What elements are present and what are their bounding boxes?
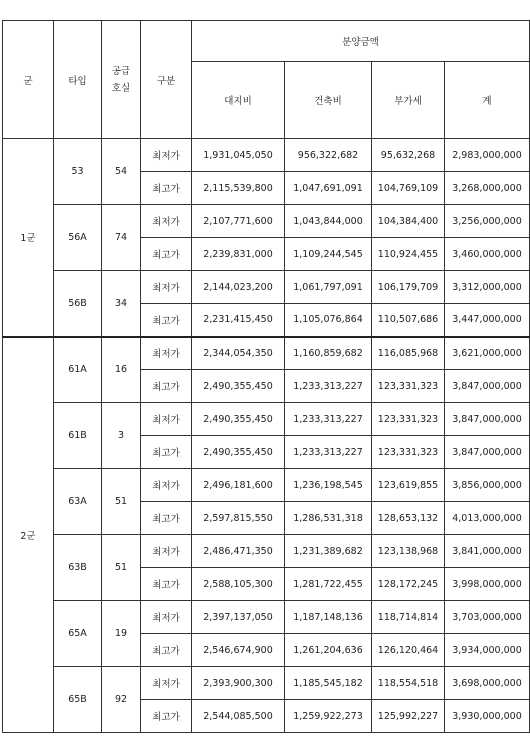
land-cell: 2,588,105,300 (192, 568, 285, 601)
division-cell: 최고가 (141, 436, 192, 469)
vat-cell: 106,179,709 (372, 271, 445, 304)
vat-cell: 118,554,518 (372, 667, 445, 700)
building-cell: 1,281,722,455 (285, 568, 372, 601)
table-row (3, 337, 530, 370)
total-cell: 3,621,000,000 (445, 337, 530, 370)
total-cell: 3,447,000,000 (445, 304, 530, 337)
total-cell: 3,847,000,000 (445, 370, 530, 403)
header-type: 타입 (54, 21, 102, 139)
header-price: 분양금액 (192, 21, 530, 62)
total-cell: 3,256,000,000 (445, 205, 530, 238)
building-cell: 1,187,148,136 (285, 601, 372, 634)
land-cell: 2,544,085,500 (192, 700, 285, 733)
building-cell: 956,322,682 (285, 139, 372, 172)
land-cell: 2,496,181,600 (192, 469, 285, 502)
land-cell: 2,597,815,550 (192, 502, 285, 535)
header-group: 군 (3, 21, 54, 139)
units-cell: 19 (102, 601, 141, 667)
division-cell: 최고가 (141, 370, 192, 403)
units-cell: 92 (102, 667, 141, 733)
vat-cell: 125,992,227 (372, 700, 445, 733)
land-cell: 2,144,023,200 (192, 271, 285, 304)
division-cell: 최고가 (141, 304, 192, 337)
type-cell: 63A (54, 469, 102, 535)
land-cell: 1,931,045,050 (192, 139, 285, 172)
building-cell: 1,259,922,273 (285, 700, 372, 733)
division-cell: 최저가 (141, 205, 192, 238)
table-row (3, 139, 530, 172)
total-cell: 3,841,000,000 (445, 535, 530, 568)
building-cell: 1,233,313,227 (285, 403, 372, 436)
total-cell: 3,856,000,000 (445, 469, 530, 502)
vat-cell: 116,085,968 (372, 337, 445, 370)
division-cell: 최고가 (141, 700, 192, 733)
table-row (3, 205, 530, 238)
vat-cell: 123,138,968 (372, 535, 445, 568)
vat-cell: 110,507,686 (372, 304, 445, 337)
units-cell: 74 (102, 205, 141, 271)
building-cell: 1,109,244,545 (285, 238, 372, 271)
total-cell: 3,847,000,000 (445, 436, 530, 469)
division-cell: 최고가 (141, 238, 192, 271)
units-cell: 16 (102, 337, 141, 403)
division-cell: 최고가 (141, 172, 192, 205)
building-cell: 1,160,859,682 (285, 337, 372, 370)
vat-cell: 128,172,245 (372, 568, 445, 601)
units-cell: 3 (102, 403, 141, 469)
land-cell: 2,397,137,050 (192, 601, 285, 634)
total-cell: 4,013,000,000 (445, 502, 530, 535)
building-cell: 1,185,545,182 (285, 667, 372, 700)
division-cell: 최저가 (141, 271, 192, 304)
vat-cell: 110,924,455 (372, 238, 445, 271)
building-cell: 1,231,389,682 (285, 535, 372, 568)
table-row (3, 403, 530, 436)
type-cell: 65B (54, 667, 102, 733)
building-cell: 1,233,313,227 (285, 370, 372, 403)
units-cell: 51 (102, 469, 141, 535)
land-cell: 2,490,355,450 (192, 436, 285, 469)
total-cell: 3,268,000,000 (445, 172, 530, 205)
division-cell: 최저가 (141, 469, 192, 502)
vat-cell: 123,331,323 (372, 370, 445, 403)
header-units (102, 21, 141, 139)
total-cell: 3,934,000,000 (445, 634, 530, 667)
building-cell: 1,047,691,091 (285, 172, 372, 205)
building-cell: 1,261,204,636 (285, 634, 372, 667)
table-row (3, 667, 530, 700)
division-cell: 최저가 (141, 337, 192, 370)
group-cell: 2군 (3, 337, 54, 733)
land-cell: 2,231,415,450 (192, 304, 285, 337)
units-cell: 51 (102, 535, 141, 601)
units-cell: 34 (102, 271, 141, 337)
vat-cell: 126,120,464 (372, 634, 445, 667)
type-cell: 56B (54, 271, 102, 337)
total-cell: 2,983,000,000 (445, 139, 530, 172)
land-cell: 2,344,054,350 (192, 337, 285, 370)
building-cell: 1,286,531,318 (285, 502, 372, 535)
type-cell: 53 (54, 139, 102, 205)
type-cell: 61B (54, 403, 102, 469)
header-land: 대지비 (192, 62, 285, 139)
land-cell: 2,115,539,800 (192, 172, 285, 205)
units-cell: 54 (102, 139, 141, 205)
land-cell: 2,490,355,450 (192, 370, 285, 403)
total-cell: 3,312,000,000 (445, 271, 530, 304)
division-cell: 최저가 (141, 403, 192, 436)
type-cell: 65A (54, 601, 102, 667)
total-cell: 3,930,000,000 (445, 700, 530, 733)
vat-cell: 104,384,400 (372, 205, 445, 238)
building-cell: 1,061,797,091 (285, 271, 372, 304)
building-cell: 1,236,198,545 (285, 469, 372, 502)
table-row (3, 271, 530, 304)
land-cell: 2,393,900,300 (192, 667, 285, 700)
type-cell: 63B (54, 535, 102, 601)
header-building: 건축비 (285, 62, 372, 139)
land-cell: 2,546,674,900 (192, 634, 285, 667)
header-total: 계 (445, 62, 530, 139)
vat-cell: 118,714,814 (372, 601, 445, 634)
land-cell: 2,239,831,000 (192, 238, 285, 271)
total-cell: 3,698,000,000 (445, 667, 530, 700)
vat-cell: 123,331,323 (372, 403, 445, 436)
vat-cell: 104,769,109 (372, 172, 445, 205)
table-body (3, 139, 530, 733)
type-cell: 61A (54, 337, 102, 403)
total-cell: 3,703,000,000 (445, 601, 530, 634)
vat-cell: 123,619,855 (372, 469, 445, 502)
table-row (3, 601, 530, 634)
group-cell: 1군 (3, 139, 54, 337)
building-cell: 1,233,313,227 (285, 436, 372, 469)
total-cell: 3,847,000,000 (445, 403, 530, 436)
type-cell: 56A (54, 205, 102, 271)
building-cell: 1,043,844,000 (285, 205, 372, 238)
land-cell: 2,486,471,350 (192, 535, 285, 568)
header-vat: 부가세 (372, 62, 445, 139)
total-cell: 3,998,000,000 (445, 568, 530, 601)
vat-cell: 95,632,268 (372, 139, 445, 172)
table-row (3, 535, 530, 568)
total-cell: 3,460,000,000 (445, 238, 530, 271)
division-cell: 최고가 (141, 568, 192, 601)
division-cell: 최저가 (141, 667, 192, 700)
land-cell: 2,107,771,600 (192, 205, 285, 238)
division-cell: 최저가 (141, 139, 192, 172)
table-header (3, 21, 530, 139)
header-division: 구분 (141, 21, 192, 139)
vat-cell: 128,653,132 (372, 502, 445, 535)
header-units-line1: 공급 (111, 65, 131, 77)
land-cell: 2,490,355,450 (192, 403, 285, 436)
division-cell: 최저가 (141, 601, 192, 634)
division-cell: 최고가 (141, 634, 192, 667)
division-cell: 최저가 (141, 535, 192, 568)
division-cell: 최고가 (141, 502, 192, 535)
vat-cell: 123,331,323 (372, 436, 445, 469)
price-table (2, 20, 530, 733)
header-units-line2: 호실 (111, 82, 131, 94)
table-row (3, 469, 530, 502)
building-cell: 1,105,076,864 (285, 304, 372, 337)
